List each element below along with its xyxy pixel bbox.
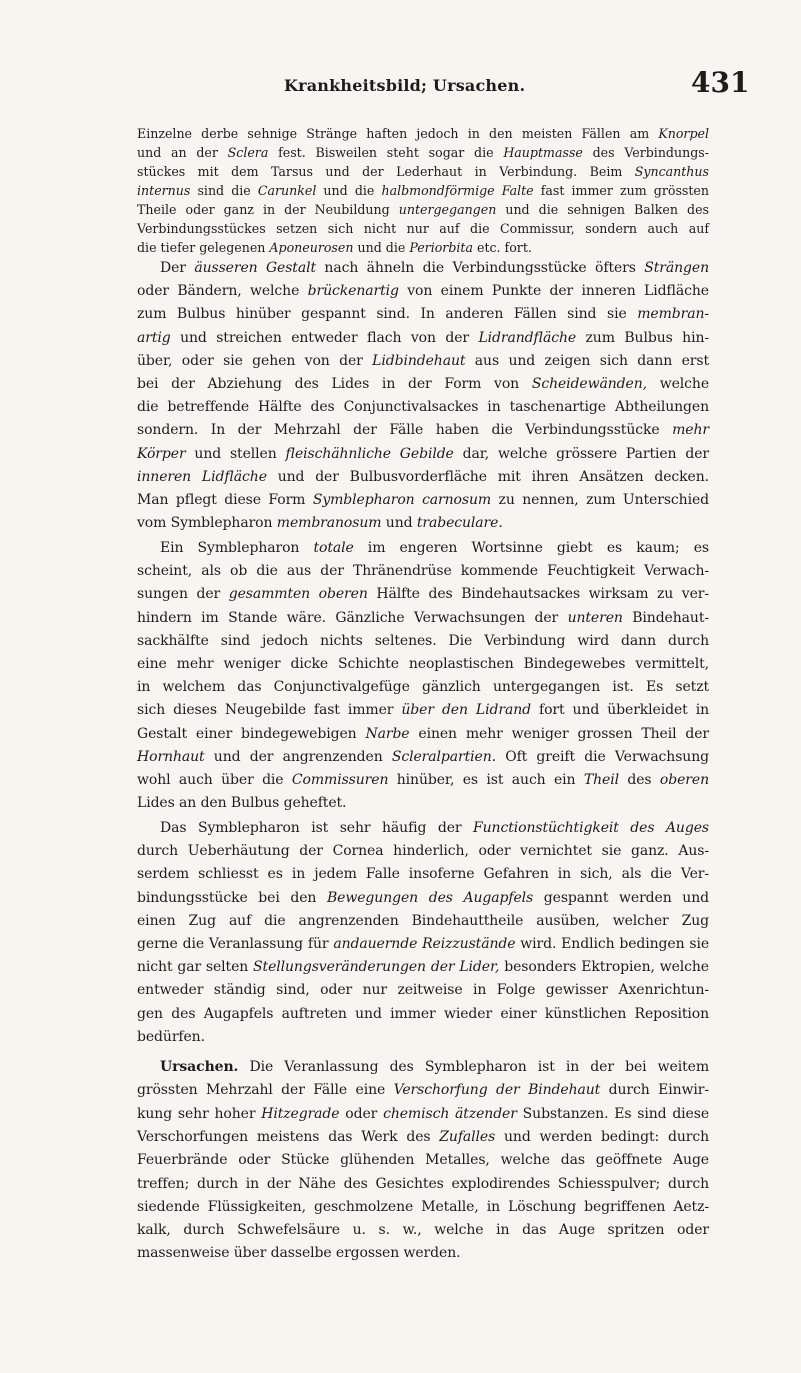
text-run: Verschorfungen meistens das Werk des <box>137 1128 440 1145</box>
page-number: 431 <box>691 66 750 99</box>
text-line <box>137 911 709 931</box>
italic-term: Scheidewänden, <box>531 376 647 392</box>
text-run: einen mehr weniger grossen Theil der <box>409 725 710 742</box>
text-line <box>137 1104 709 1124</box>
text-run: Die Veranlassung des Symblepharon ist in der bei weitem <box>238 1059 709 1075</box>
text-line <box>137 770 709 790</box>
italic-term: inneren Lidfläche <box>137 468 267 485</box>
text-line <box>137 700 709 720</box>
text-run: bei der Abziehung des Lides in der Form von <box>137 376 532 392</box>
text-run: durch Einwir- <box>600 1082 709 1099</box>
text-run: Substanzen. Es sind diese <box>516 1105 710 1122</box>
italic-term: Aponeurosen <box>269 240 354 255</box>
italic-term: internus <box>137 183 191 198</box>
text-line <box>137 584 709 604</box>
text-run: serdem schliesst es in jedem Falle insoferne Gefahren in sich, als die Ver- <box>137 866 709 883</box>
italic-term: Sclera <box>227 145 269 160</box>
text-run: scheint, als ob die aus der Thränendrüse kommende Feuchtigkeit Verwach- <box>137 563 709 580</box>
text-run: Hälfte des Bindehautsackes wirksam zu ver- <box>367 586 709 603</box>
text-run: und die sehnigen Balken des <box>496 202 709 217</box>
text-line <box>137 1243 709 1263</box>
italic-term: äusseren Gestalt <box>194 260 316 276</box>
text-run: von einem Punkte der inneren Lidfläche <box>398 283 709 300</box>
italic-term: Symblepharon carnosum <box>312 492 492 508</box>
text-run: und die <box>316 183 382 198</box>
running-head: Krankheitsbild; Ursachen. <box>284 76 526 95</box>
text-line <box>137 864 709 884</box>
text-run: sondern. In der Mehrzahl der Fälle haben die Verbindungsstücke <box>137 422 673 439</box>
italic-term: artig <box>137 329 171 346</box>
text-run: die tiefer gelegenen <box>137 240 270 255</box>
text-line <box>137 467 709 487</box>
text-run: Theile oder ganz in der Neubildung <box>137 202 399 217</box>
italic-term: Zufalles <box>439 1128 496 1145</box>
italic-term: Functionstüchtigkeit des Auges <box>473 820 709 836</box>
text-line <box>137 677 709 697</box>
text-run: und werden bedingt: durch <box>495 1128 709 1145</box>
italic-term: brückenartig <box>307 283 399 300</box>
text-run: und <box>381 515 417 532</box>
text-run: sungen der <box>137 586 229 603</box>
text-line <box>137 1080 709 1100</box>
text-run: und streichen entweder flach von der <box>170 329 479 346</box>
italic-term: mehr <box>672 422 709 439</box>
italic-term: Syncanthus <box>634 164 709 179</box>
italic-term: Carunkel <box>257 183 317 198</box>
italic-term: oberen <box>659 772 709 788</box>
text-run: gespannt werden und <box>533 889 709 906</box>
text-run: sind die <box>190 183 258 198</box>
italic-term: Stellungsveränderungen der Lider, <box>253 959 500 976</box>
text-run: kalk, durch Schwefelsäure u. s. w., welche in das Auge spritzen oder <box>137 1222 709 1239</box>
italic-term: halbmondförmige Falte <box>381 183 534 198</box>
text-line <box>137 1150 709 1170</box>
italic-term: trabeculare. <box>416 515 503 532</box>
text-run: des Verbindungs- <box>582 145 709 160</box>
text-run: Der <box>160 260 195 276</box>
text-run: gerne die Veranlassung für <box>137 936 334 952</box>
italic-term: Periorbita <box>409 240 473 255</box>
text-line <box>137 1027 709 1047</box>
text-run: siedende Flüssigkeiten, geschmolzene Metalle, in Löschung begriffenen Aetz- <box>137 1198 709 1215</box>
text-run: nach ähneln die Verbindungsstücke öfters <box>316 260 645 276</box>
italic-term: Knorpel <box>658 126 709 141</box>
text-run: einen Zug auf die angrenzenden Bindehauttheile ausüben, welcher Zug <box>137 912 709 929</box>
italic-term: totale <box>313 540 354 556</box>
text-run: sackhälfte sind jedoch nichts seltenes. Die Verbindung wird dann durch <box>137 632 709 649</box>
text-line <box>137 654 709 674</box>
text-run: Lides an den Bulbus geheftet. <box>137 795 347 812</box>
text-line <box>137 351 709 371</box>
italic-term: chemisch ätzender <box>383 1105 517 1122</box>
text-line <box>137 1004 709 1024</box>
text-run: bedürfen. <box>137 1028 205 1045</box>
text-run: grössten Mehrzahl der Fälle eine <box>137 1082 394 1099</box>
text-line <box>137 328 709 348</box>
text-line <box>137 162 709 182</box>
text-line <box>137 957 709 977</box>
text-line <box>137 631 709 651</box>
text-line <box>137 200 709 220</box>
text-run: oder <box>339 1105 384 1122</box>
text-line <box>137 1197 709 1217</box>
text-line <box>137 490 709 510</box>
italic-term: Strängen <box>644 260 710 276</box>
italic-term: untergegangen <box>398 202 497 217</box>
text-line <box>137 724 709 744</box>
text-line <box>137 304 709 324</box>
italic-term: andauernde Reizzustände <box>333 936 516 952</box>
text-run: bindungsstücke bei den <box>137 889 327 906</box>
italic-term: Lidrandfläche <box>478 329 577 346</box>
italic-term: Bewegungen des Augapfels <box>326 889 534 906</box>
text-run: entweder ständig sind, oder nur zeitweise in Folge gewisser Axenrichtun- <box>137 982 709 999</box>
italic-term: membranosum <box>276 515 382 532</box>
text-run: fort und überkleidet in <box>530 702 710 719</box>
italic-term: Verschorfung der Bindehaut <box>393 1082 601 1099</box>
text-run: massenweise über dasselbe ergossen werden. <box>137 1245 461 1262</box>
text-line <box>137 888 709 908</box>
text-run: fast immer zum grössten <box>533 183 709 198</box>
text-line <box>137 980 709 1000</box>
text-run: stückes mit dem Tarsus und der Lederhaut in Verbindung. Beim <box>137 164 635 179</box>
italic-term: membran- <box>637 306 709 323</box>
text-run: und der Bulbusvorderfläche mit ihren Ansätzen decken. <box>266 468 709 485</box>
text-run: Oft greift die Verwachsung <box>495 748 709 765</box>
text-line <box>137 124 709 144</box>
text-line <box>137 934 709 954</box>
text-line <box>137 420 709 440</box>
text-run: aus und zeigen sich dann erst <box>465 352 709 369</box>
text-run: vom Symblepharon <box>137 515 277 532</box>
text-run: welche <box>646 376 709 392</box>
text-run: dar, welche grössere Partien der <box>453 445 709 462</box>
text-run: durch Ueberhäutung der Cornea hinderlich, oder vernichtet sie ganz. Aus- <box>137 843 709 860</box>
text-run: Das Symblepharon ist sehr häufig der <box>160 820 474 836</box>
italic-term: über den Lidrand <box>401 702 531 719</box>
italic-term: Hauptmasse <box>503 145 583 160</box>
text-run: wird. Endlich bedingen sie <box>515 936 710 952</box>
text-line <box>137 281 709 301</box>
text-run: Gestalt einer bindegewebigen <box>137 725 366 742</box>
text-run: und die <box>353 240 410 255</box>
text-line <box>160 818 709 838</box>
text-line <box>160 538 709 558</box>
text-run: über, oder sie gehen von der <box>137 352 373 369</box>
text-run: hinüber, es ist auch ein <box>388 772 584 788</box>
text-run: gen des Augapfels auftreten und immer wieder einer künstlichen Reposition <box>137 1005 709 1022</box>
text-line <box>137 181 709 201</box>
text-line <box>160 258 709 278</box>
text-run: Feuerbrände oder Stücke glühenden Metalles, welche das geöffnete Auge <box>137 1152 709 1169</box>
italic-term: Lidbindehaut <box>372 352 466 369</box>
italic-term: Narbe <box>365 725 410 742</box>
italic-term: Körper <box>137 445 186 462</box>
text-line <box>137 143 709 163</box>
text-line <box>137 374 709 394</box>
text-run: kung sehr hoher <box>137 1105 262 1122</box>
text-run: zu nennen, zum Unterschied <box>491 492 709 508</box>
text-line <box>137 747 709 767</box>
text-line <box>137 444 709 464</box>
text-run: eine mehr weniger dicke Schichte neoplastischen Bindegewebes vermittelt, <box>137 656 709 672</box>
text-line <box>137 513 709 533</box>
text-line <box>137 1174 709 1194</box>
text-run: besonders Ektropien, welche <box>499 959 709 976</box>
text-run: zum Bulbus hinüber gespannt sind. In anderen Fällen sind sie <box>137 306 638 323</box>
text-line <box>137 219 709 239</box>
text-line <box>137 793 709 813</box>
text-line <box>137 238 709 258</box>
italic-term: Scleralpartien. <box>391 748 496 765</box>
page-header <box>0 66 801 102</box>
text-run: die betreffende Hälfte des Conjunctivalsackes in taschenartige Abtheilungen <box>137 399 709 416</box>
section-heading: Ursachen. <box>160 1059 239 1075</box>
text-line <box>137 841 709 861</box>
italic-term: gesammten oberen <box>228 586 368 603</box>
text-run: und an der <box>137 145 228 160</box>
text-run: Man pflegt diese Form <box>137 492 313 508</box>
italic-term: Hornhaut <box>137 748 205 765</box>
text-run: in welchem das Conjunctivalgefüge gänzlich untergegangen ist. Es setzt <box>137 679 709 696</box>
text-line <box>137 1220 709 1240</box>
italic-term: Hitzegrade <box>261 1105 340 1122</box>
text-line <box>137 397 709 417</box>
italic-term: fleischähnliche Gebilde <box>285 445 454 462</box>
text-run: Verbindungsstückes setzen sich nicht nur auf die Commissur, sondern auch auf <box>137 221 709 236</box>
text-run: wohl auch über die <box>137 772 292 788</box>
text-run: und stellen <box>185 445 286 462</box>
italic-term: Commissuren <box>291 772 389 788</box>
text-run: nicht gar selten <box>137 959 254 976</box>
text-run: und der angrenzenden <box>204 748 392 765</box>
text-line <box>160 1057 709 1077</box>
italic-term: Theil <box>583 772 619 788</box>
italic-term: unteren <box>567 609 623 626</box>
text-line <box>137 608 709 628</box>
text-run: zum Bulbus hin- <box>576 329 709 346</box>
text-run: Einzelne derbe sehnige Stränge haften jedoch in den meisten Fällen am <box>137 126 659 141</box>
text-run: fest. Bisweilen steht sogar die <box>268 145 504 160</box>
text-run: Ein Symblepharon <box>160 540 314 556</box>
text-run: treffen; durch in der Nähe des Gesichtes explodirendes Schiesspulver; durch <box>137 1175 709 1192</box>
text-run: im engeren Wortsinne giebt es kaum; es <box>353 540 709 556</box>
text-run: hindern im Stande wäre. Gänzliche Verwachsungen der <box>137 609 568 626</box>
text-run: Bindehaut- <box>622 609 709 626</box>
text-line <box>137 1127 709 1147</box>
text-run: sich dieses Neugebilde fast immer <box>137 702 402 719</box>
text-run: oder Bändern, welche <box>137 283 308 300</box>
text-run: etc. fort. <box>472 240 532 255</box>
text-run: des <box>618 772 660 788</box>
text-line <box>137 561 709 581</box>
